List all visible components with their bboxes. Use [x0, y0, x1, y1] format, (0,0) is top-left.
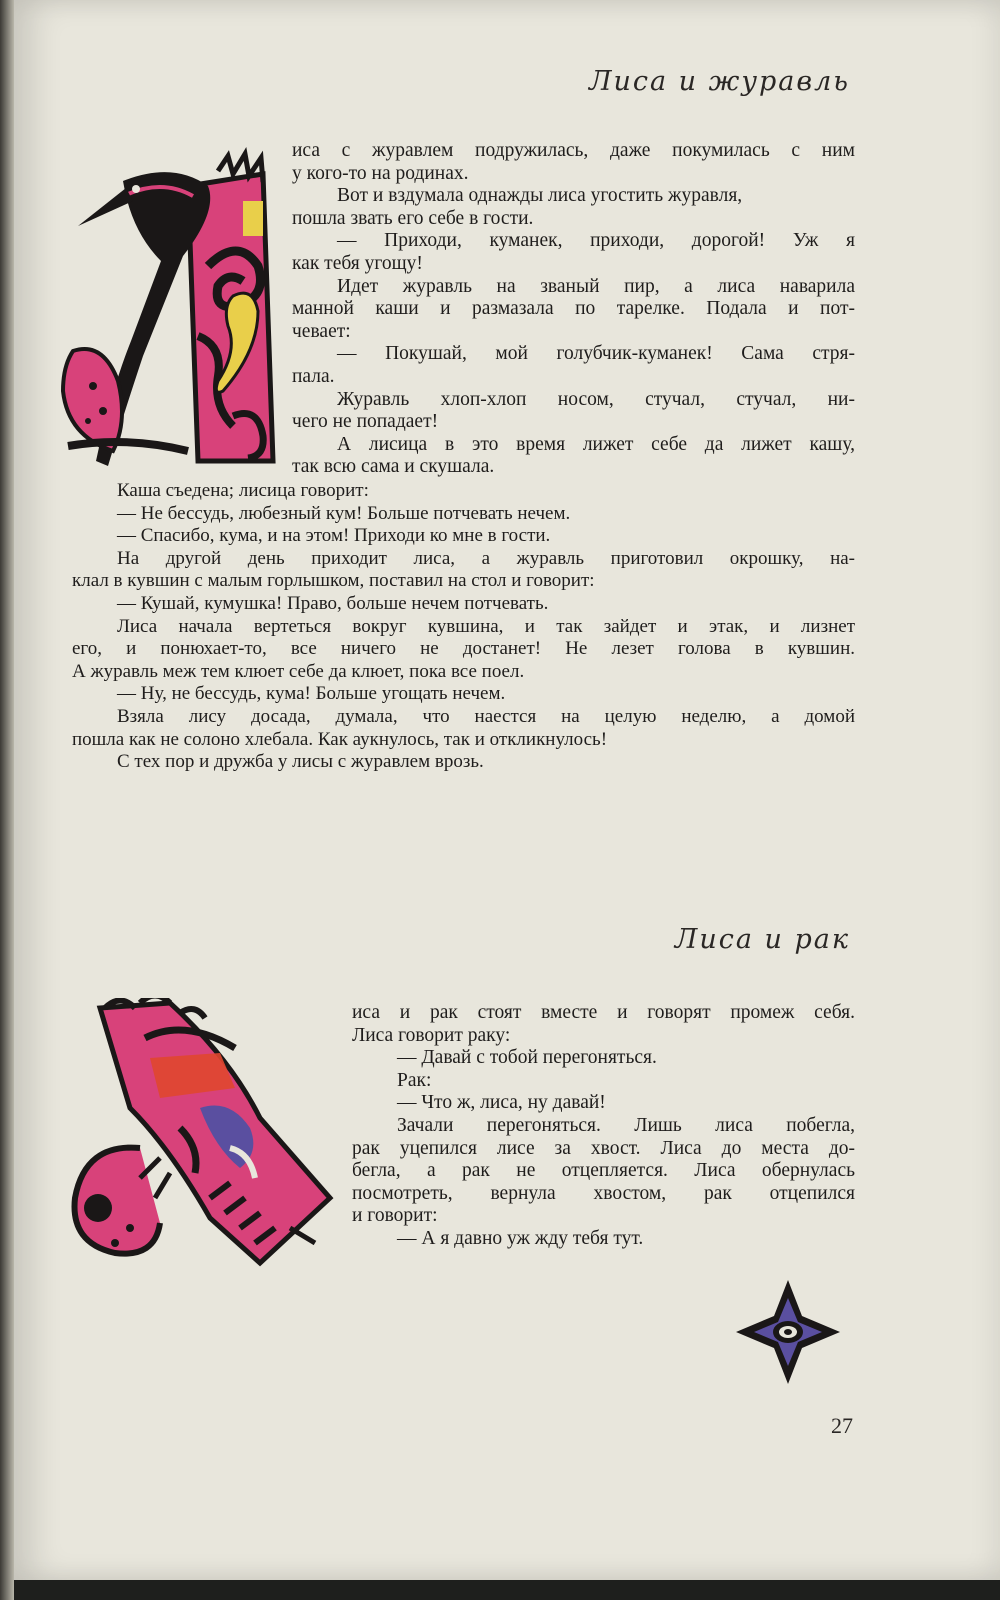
- text-line: — Давай с тобой перегоняться.: [397, 1047, 657, 1069]
- text-line: чевает:: [292, 320, 351, 342]
- ornament-star-icon: [732, 1276, 844, 1393]
- text-line: — А я давно уж жду тебя тут.: [397, 1227, 644, 1249]
- text-line: Взяла лису досада, думала, что наестся на целую неделю, а домой: [117, 705, 855, 727]
- text-line: пошла звать его себе в гости.: [292, 207, 534, 229]
- text-line: — Что ж, лиса, ну давай!: [397, 1092, 606, 1114]
- text-line: — Кушай, кумушка! Право, больше нечем потчевать.: [117, 592, 549, 614]
- text-line: Вот и вздумала однажды лиса угостить журавля,: [337, 185, 743, 207]
- text-line: иса и рак стоят вместе и говорят промеж себя.: [352, 1002, 855, 1023]
- text-line: у кого-то на родинах.: [292, 162, 469, 184]
- dropcap-crayfish-illustration: [60, 998, 350, 1288]
- story2-text: [352, 1002, 855, 1251]
- text-line: Журавль хлоп-хлоп носом, стучал, стучал, ни-: [337, 388, 855, 410]
- text-line: чего не попадает!: [292, 411, 439, 433]
- text-line: — Приходи, куманек, приходи, дорогой! Уж я: [337, 230, 855, 252]
- text-line: Лиса начала вертеться вокруг кувшина, и так зайдет и этак, и лизнет: [117, 615, 855, 637]
- text-line: — Покушай, мой голубчик-куманек! Сама стря-: [337, 343, 855, 365]
- text-line: Идет журавль на званый пир, а лиса наварила: [337, 275, 855, 297]
- text-line: пошла как не солоно хлебала. Как аукнулось, так и откликнулось!: [72, 728, 608, 750]
- text-line: — Спасибо, кума, и на этом! Приходи ко мне в гости.: [117, 525, 551, 547]
- text-line: и говорит:: [352, 1205, 438, 1227]
- text-line: Рак:: [397, 1069, 432, 1091]
- text-line: иса с журавлем подружилась, даже покумилась с ним: [292, 140, 855, 161]
- book-page: [14, 0, 1000, 1580]
- dropcap-crane-illustration: [48, 146, 288, 471]
- text-line: — Ну, не бессудь, кума! Больше угощать нечем.: [117, 683, 506, 705]
- text-line: манной каши и размазала по тарелке. Подала и пот-: [292, 298, 855, 320]
- text-line: так всю сама и скушала.: [292, 456, 495, 478]
- story-title-fox-and-crayfish: Лиса и рак: [674, 924, 850, 955]
- text-line: С тех пор и дружба у лисы с журавлем врозь.: [117, 751, 484, 773]
- text-line: На другой день приходит лиса, а журавль приготовил окрошку, на-: [117, 547, 855, 569]
- story-title-fox-and-crane: Лиса и журавль: [588, 66, 850, 97]
- text-line: как тебя угощу!: [292, 252, 423, 274]
- text-line: А лисица в это время лижет себе да лижет кашу,: [337, 433, 855, 455]
- text-line: А журавль меж тем клюет себе да клюет, пока все поел.: [72, 660, 525, 682]
- book-spine: [0, 0, 14, 1600]
- text-line: — Не бессудь, любезный кум! Больше потчевать нечем.: [117, 502, 571, 524]
- text-line: его, и понюхает-то, все ничего не достанет! Не лезет голова в кувшин.: [72, 638, 855, 660]
- text-line: рак уцепился лисе за хвост. Лиса до места до-: [352, 1137, 855, 1159]
- story1-text-bottom: [72, 480, 855, 774]
- text-line: Каша съедена; лисица говорит:: [117, 480, 369, 501]
- text-line: бегла, а рак не отцепляется. Лиса обернулась: [352, 1160, 855, 1182]
- text-line: Лиса говорит раку:: [352, 1024, 511, 1046]
- text-line: посмотреть, вернула хвостом, рак отцепился: [352, 1182, 855, 1204]
- text-line: Зачали перегоняться. Лишь лиса побегла,: [397, 1114, 855, 1136]
- story1-text-top: [292, 140, 855, 479]
- text-line: пала.: [292, 365, 335, 387]
- page-number: 27: [831, 1413, 853, 1438]
- text-line: клал в кувшин с малым горлышком, поставил на стол и говорит:: [72, 570, 595, 592]
